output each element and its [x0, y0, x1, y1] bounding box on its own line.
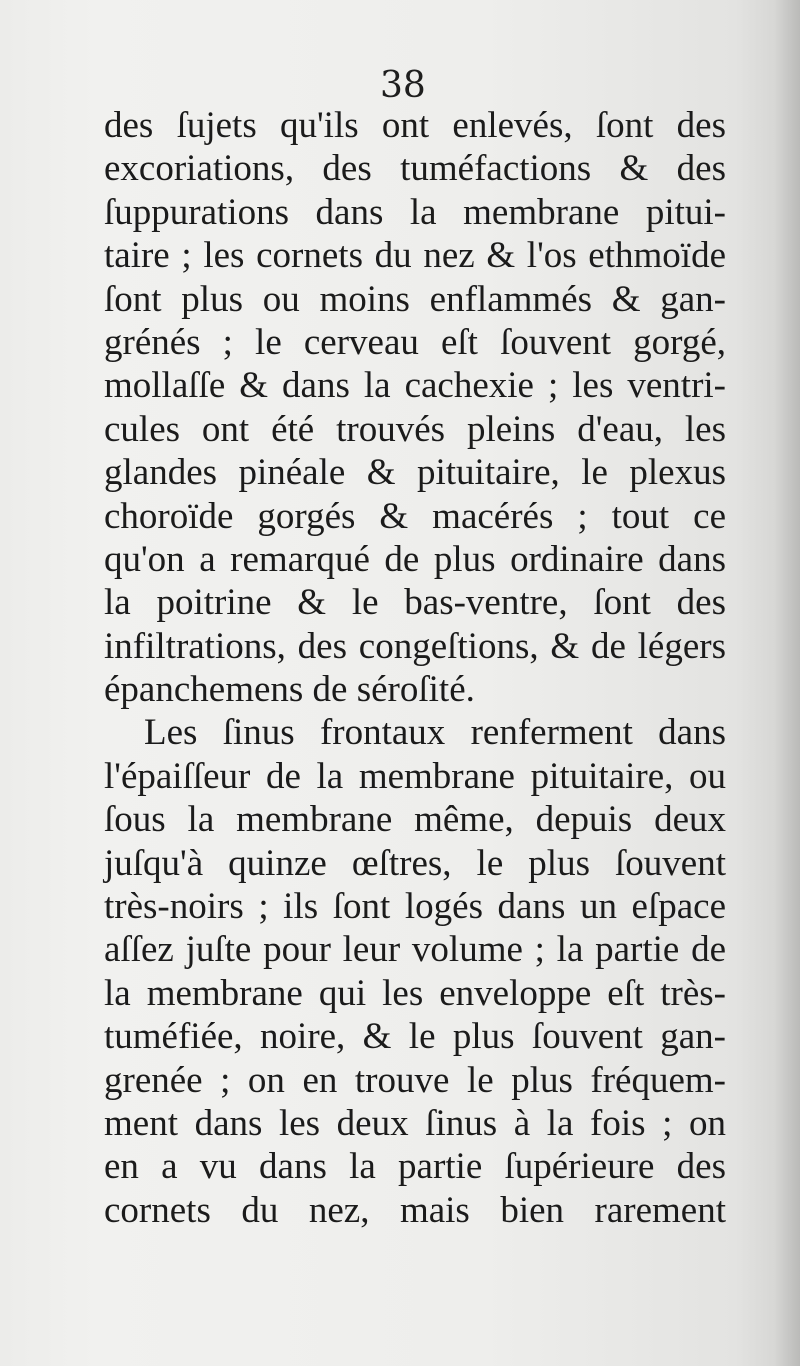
text-line: glandes pinéale & pituitaire, le plexus	[104, 452, 726, 494]
text-line: la poitrine & le bas-ventre, ſont des	[104, 582, 726, 624]
text-line: grenée ; on en trouve le plus fréquem-	[104, 1059, 726, 1101]
text-line: juſqu'à quinze œſtres, le plus ſouvent	[104, 842, 726, 884]
text-line: Les ſinus frontaux renferment dans	[144, 712, 726, 754]
text-line: épanchemens de séroſité.	[104, 669, 475, 711]
text-line: l'épaiſſeur de la membrane pituitaire, ou	[104, 755, 726, 797]
text-line: en a vu dans la partie ſupérieure des	[104, 1146, 726, 1188]
text-line: ſuppurations dans la membrane pitui-	[104, 191, 726, 233]
text-line: ment dans les deux ſinus à la fois ; on	[104, 1102, 726, 1144]
text-line: des ſujets qu'ils ont enlevés, ſont des	[104, 105, 726, 146]
text-line: très-noirs ; ils ſont logés dans un eſpace	[104, 886, 726, 928]
text-line: grénés ; le cerveau eſt ſouvent gorgé,	[104, 321, 726, 363]
text-line: choroïde gorgés & macérés ; tout ce	[104, 495, 726, 537]
text-line: cornets du nez, mais bien rarement	[104, 1189, 726, 1231]
text-line: cules ont été trouvés pleins d'eau, les	[104, 408, 726, 450]
text-line: excoriations, des tuméfactions & des	[104, 148, 726, 190]
text-line: mollaſſe & dans la cachexie ; les ventri-	[104, 365, 726, 407]
text-line: tuméfiée, noire, & le plus ſouvent gan-	[104, 1016, 726, 1058]
text-line: ſont plus ou moins enflammés & gan-	[104, 278, 726, 320]
text-line: qu'on a remarqué de plus ordinaire dans	[104, 538, 726, 580]
text-line: infiltrations, des congeſtions, & de légers	[104, 625, 726, 667]
body-text	[104, 104, 726, 1232]
text-line: taire ; les cornets du nez & l'os ethmoïde	[104, 235, 726, 277]
text-line: aſſez juſte pour leur volume ; la partie de	[104, 929, 726, 971]
text-line: la membrane qui les enveloppe eſt très-	[104, 972, 726, 1014]
page-edge-shadow	[774, 0, 800, 1366]
page-number: 38	[380, 65, 426, 106]
text-line: ſous la membrane même, depuis deux	[104, 799, 726, 841]
